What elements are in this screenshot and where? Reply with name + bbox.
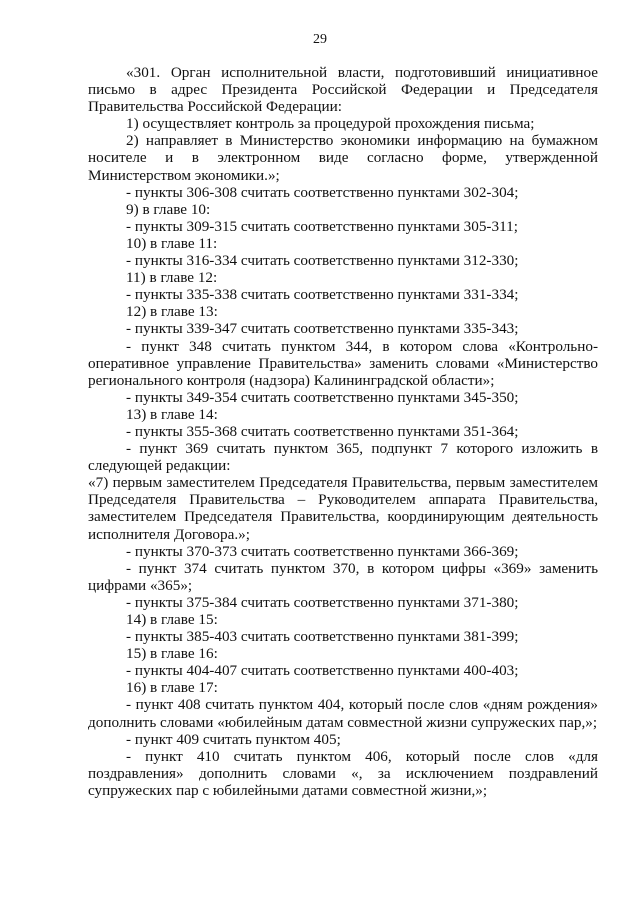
paragraph-point-410: - пункт 410 считать пунктом 406, который после слов «для поздравления» дополнить словами «, за исключением поздравлений супружеских пар с юбилейными датами совместной жизни,»; [88,747,598,799]
paragraph-301-intro: «301. Орган исполнительной власти, подготовивший инициативное письмо в адрес Президента Российской Федерации и Председателя Правительства Российской Федерации: [88,64,598,116]
paragraph-chapter-11: 10) в главе 11: [126,234,218,252]
paragraph-item-1: 1) осуществляет контроль за процедурой прохождения письма; [126,115,535,133]
paragraph-chapter-14: 13) в главе 14: [126,405,218,423]
paragraph-subpoint-7: «7) первым заместителем Председателя Правительства, первым заместителем Председателя Правительства – Руководителем аппарата Правительства, заместителем Председателя Правительства, координирующим деятельность исполнителя Договора.»; [88,474,598,543]
paragraph-chapter-17: 16) в главе 17: [126,679,218,697]
paragraph-points-370-373: - пункты 370-373 считать соответственно пунктами 366-369; [126,542,519,560]
paragraph-chapter-12: 11) в главе 12: [126,269,218,287]
paragraph-chapter-10: 9) в главе 10: [126,200,211,218]
paragraph-points-316-334: - пункты 316-334 считать соответственно пунктами 312-330; [126,252,519,270]
paragraph-points-375-384: - пункты 375-384 считать соответственно пунктами 371-380; [126,593,519,611]
paragraph-chapter-16: 15) в главе 16: [126,645,218,663]
paragraph-chapter-15: 14) в главе 15: [126,611,218,628]
paragraph-points-355-368: - пункты 355-368 считать соответственно пунктами 351-364; [126,422,519,440]
paragraph-points-309-315: - пункты 309-315 считать соответственно пунктами 305-311; [126,217,518,235]
paragraph-points-306-308: - пункты 306-308 считать соответственно пунктами 302-304; [126,183,519,201]
paragraph-points-404-407: - пункты 404-407 считать соответственно пунктами 400-403; [126,662,519,680]
page-number: 29 [313,32,327,47]
paragraph-points-349-354: - пункты 349-354 считать соответственно пунктами 345-350; [126,388,519,406]
paragraph-point-348: - пункт 348 считать пунктом 344, в котором слова «Контрольно-оперативное управление Правительства» заменить словами «Министерство регионального контроля (надзора) Калининградской области»; [88,337,598,389]
paragraph-points-385-403: - пункты 385-403 считать соответственно пунктами 381-399; [126,628,519,646]
paragraph-point-369: - пункт 369 считать пунктом 365, подпункт 7 которого изложить в следующей редакции: [88,440,598,475]
paragraph-item-2: 2) направляет в Министерство экономики информацию на бумажном носителе и в электронном виде согласно форме, утвержденной Министерством экономики.»; [88,132,598,184]
paragraph-point-408: - пункт 408 считать пунктом 404, который после слов «дням рождения» дополнить словами «юбилейным датам совместной жизни супружеских пар,»; [88,696,598,731]
document-body [88,64,598,799]
paragraph-point-374: - пункт 374 считать пунктом 370, в котором цифры «369» заменить цифрами «365»; [88,559,598,594]
paragraph-points-339-347: - пункты 339-347 считать соответственно пунктами 335-343; [126,320,519,338]
paragraph-chapter-13: 12) в главе 13: [126,303,218,321]
paragraph-points-335-338: - пункты 335-338 считать соответственно пунктами 331-334; [126,286,519,304]
paragraph-point-409: - пункт 409 считать пунктом 405; [126,730,341,748]
